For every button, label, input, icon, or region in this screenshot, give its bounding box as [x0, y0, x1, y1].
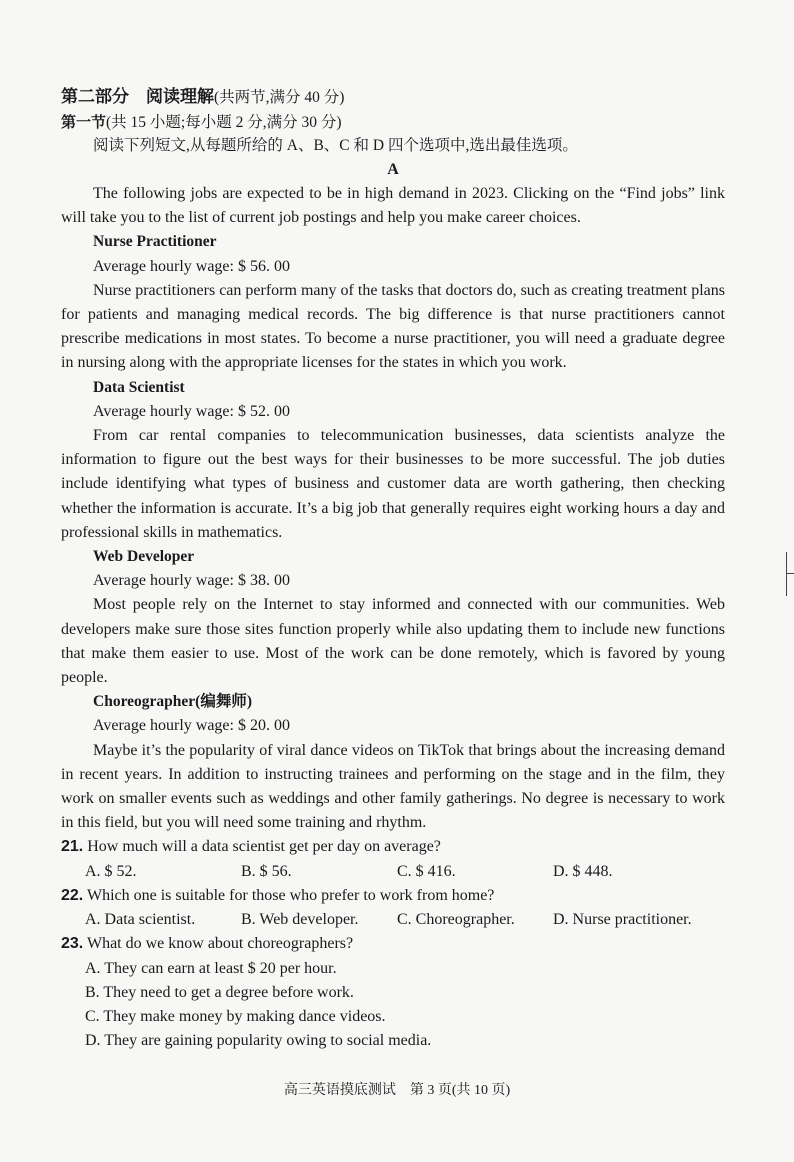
option-b[interactable]: B. Web developer.: [241, 911, 359, 929]
job-description: From car rental companies to telecommunication businesses, data scientists analyze the information to figure out the best ways for their businesses to be more successful. The job duties include identifying what types of business and customer data are worth gathering, then checking whether the information is accurate. It’s a big job that generally requires eight working hours a day and professional skills in mathematics.: [61, 427, 725, 541]
option-c[interactable]: C. $ 416.: [397, 862, 456, 880]
part-heading-note: (共两节,满分 40 分): [214, 89, 345, 106]
question-23: [61, 932, 725, 1053]
job-title: Choreographer(编舞师): [93, 693, 252, 711]
question-21: [61, 835, 725, 883]
question-number: 22.: [61, 886, 84, 904]
question-options: [61, 908, 725, 932]
question-number: 21.: [61, 838, 84, 856]
job-data-scientist: [61, 376, 725, 545]
question-text: What do we know about choreographers?: [86, 935, 354, 953]
job-description: Most people rely on the Internet to stay informed and connected with our communities. Web developers make sure those sites function properly while also updating them to include new functions that make them easier to use. Most of the work can be done remotely, which is favored by young people.: [61, 596, 725, 687]
part-heading: [61, 84, 725, 110]
question-22: [61, 884, 725, 932]
passage-letter: A: [387, 161, 399, 178]
question-stem: [61, 884, 725, 908]
instructions: 阅读下列短文,从每题所给的 A、B、C 和 D 四个选项中,选出最佳选项。: [93, 137, 578, 154]
section-heading-main: 第一节: [61, 113, 107, 131]
binding-edge-mark: [786, 552, 787, 596]
question-text: Which one is suitable for those who prefer to work from home?: [86, 886, 495, 904]
job-choreographer: [61, 690, 725, 835]
job-description: Maybe it’s the popularity of viral dance videos on TikTok that brings about the increasing demand in recent years. In addition to instructing trainees and performing on the stage and in the film, they work on smaller events such as weddings and other family gatherings. No degree is necessary to work in this field, but you will need some training and rhythm.: [61, 741, 725, 832]
job-title: Data Scientist: [93, 378, 185, 396]
question-text: How much will a data scientist get per day on average?: [87, 838, 441, 856]
job-web-developer: [61, 545, 725, 690]
job-wage: Average hourly wage: $ 38. 00: [93, 572, 290, 590]
job-wage: Average hourly wage: $ 52. 00: [93, 402, 290, 420]
job-description: Nurse practitioners can perform many of the tasks that doctors do, such as creating treatment plans for patients and managing medical records. The big difference is that nurse practitioners cannot prescribe medications in most states. To become a nurse practitioner, you will need a graduate degree in nursing along with the appropriate licenses for the states in which you work.: [61, 281, 725, 372]
job-title: Web Developer: [93, 548, 195, 566]
page-footer: 高三英语摸底测试 第 3 页(共 10 页): [283, 1083, 511, 1098]
binding-edge-tick: [786, 573, 794, 574]
question-options: [61, 860, 725, 884]
job-wage: Average hourly wage: $ 20. 00: [93, 717, 290, 735]
option-a[interactable]: A. $ 52.: [85, 862, 137, 880]
exam-page: [61, 84, 725, 1053]
job-wage: Average hourly wage: $ 56. 00: [93, 257, 290, 275]
option-b[interactable]: B. They need to get a degree before work.: [85, 983, 354, 1001]
option-a[interactable]: A. They can earn at least $ 20 per hour.: [85, 959, 337, 977]
question-stem: [61, 932, 725, 956]
job-title: Nurse Practitioner: [93, 233, 217, 251]
option-c[interactable]: C. They make money by making dance videos.: [85, 1007, 386, 1025]
question-stem: [61, 835, 725, 859]
passage-intro: The following jobs are expected to be in high demand in 2023. Clicking on the “Find jobs” link will take you to the list of current job postings and help you make career choices.: [61, 185, 725, 227]
job-nurse-practitioner: [61, 230, 725, 375]
question-number: 23.: [61, 935, 84, 953]
section-heading-note: (共 15 小题;每小题 2 分,满分 30 分): [106, 114, 342, 131]
part-heading-main: 第二部分 阅读理解: [61, 87, 214, 107]
option-c[interactable]: C. Choreographer.: [397, 911, 515, 929]
option-d[interactable]: D. $ 448.: [553, 862, 613, 880]
option-d[interactable]: D. They are gaining popularity owing to social media.: [85, 1032, 432, 1050]
option-d[interactable]: D. Nurse practitioner.: [553, 911, 692, 929]
section-heading: [61, 110, 725, 134]
option-b[interactable]: B. $ 56.: [241, 862, 292, 880]
option-a[interactable]: A. Data scientist.: [85, 911, 196, 929]
